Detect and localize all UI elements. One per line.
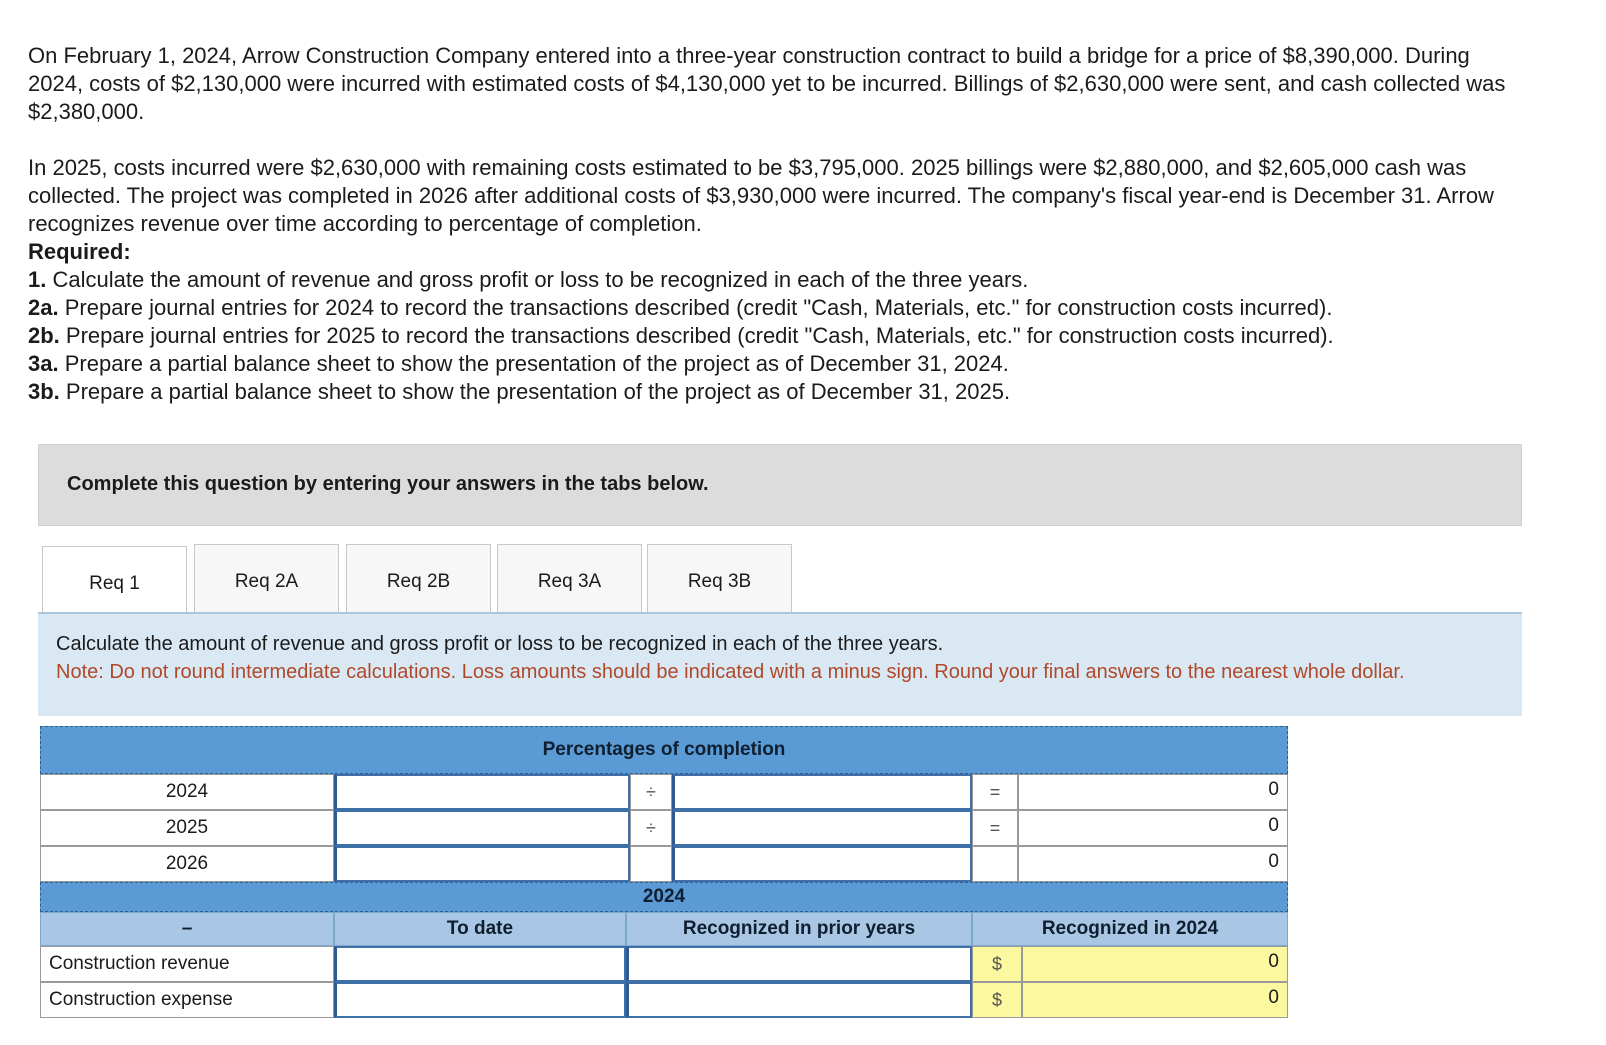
currency-symbol: $ bbox=[972, 982, 1022, 1018]
tab-instruction-panel bbox=[38, 612, 1522, 716]
requirement-2b: 2b. Prepare journal entries for 2025 to record the transactions described (credit "Cash, Materials, etc." for construction costs incurred). bbox=[28, 323, 1334, 348]
problem-paragraph-2-block bbox=[28, 154, 1508, 406]
year-label-2026: 2026 bbox=[40, 846, 334, 882]
banner-text: Complete this question by entering your answers in the tabs below. bbox=[67, 473, 709, 495]
operator-blank bbox=[630, 846, 672, 882]
problem-paragraph-1: On February 1, 2024, Arrow Construction Company entered into a three-year construction contract to build a bridge for a price of $8,390,000. During 2024, costs of $2,130,000 were incurred with estimated costs of $4,130,000 yet to be incurred. Billings of $2,630,000 were sent, and cash collected was $2,380,000. bbox=[28, 43, 1506, 124]
tab-req-2a[interactable]: Req 2A bbox=[194, 544, 339, 618]
revenue-col-to-date: To date bbox=[334, 912, 626, 946]
percent-2024-numerator-input[interactable] bbox=[334, 774, 630, 810]
percent-2025-result: 0 bbox=[1018, 810, 1288, 846]
construction-revenue-label: Construction revenue bbox=[40, 946, 334, 982]
requirement-3b: 3b. Prepare a partial balance sheet to show the presentation of the project as of December 31, 2025. bbox=[28, 379, 1011, 404]
requirement-2a: 2a. Prepare journal entries for 2024 to record the transactions described (credit "Cash, Materials, etc." for construction costs incurred). bbox=[28, 295, 1333, 320]
construction-expense-to-date-input[interactable] bbox=[334, 982, 626, 1018]
percent-2026-denominator-input[interactable] bbox=[672, 846, 972, 882]
construction-expense-prior-input[interactable] bbox=[626, 982, 972, 1018]
revenue-col-dash: – bbox=[40, 912, 334, 946]
construction-revenue-to-date-input[interactable] bbox=[334, 946, 626, 982]
construction-revenue-2024-value: 0 bbox=[1022, 946, 1288, 982]
percent-2025-denominator-input[interactable] bbox=[672, 810, 972, 846]
requirement-3a: 3a. Prepare a partial balance sheet to show the presentation of the project as of December 31, 2024. bbox=[28, 351, 1009, 376]
percent-2024-result: 0 bbox=[1018, 774, 1288, 810]
percent-2026-result: 0 bbox=[1018, 846, 1288, 882]
instruction-banner bbox=[38, 444, 1522, 526]
divide-operator: ÷ bbox=[630, 810, 672, 846]
construction-expense-label: Construction expense bbox=[40, 982, 334, 1018]
required-label: Required: bbox=[28, 239, 131, 264]
tab-req-3a[interactable]: Req 3A bbox=[497, 544, 642, 618]
problem-paragraph-2: In 2025, costs incurred were $2,630,000 with remaining costs estimated to be $3,795,000. 2025 billings were $2,880,000, and $2,605,000 cash was collected. The project was completed in 2026 after additional costs of $3,930,000 were incurred. The company's fiscal year-end is December 31. Arrow recognizes revenue over time according to percentage of completion. bbox=[28, 155, 1494, 236]
instruction-note: Note: Do not round intermediate calculations. Loss amounts should be indicated with a minus sign. Round your final answers to the nearest whole dollar. bbox=[56, 661, 1405, 683]
year-label-2024: 2024 bbox=[40, 774, 334, 810]
tab-req-1[interactable]: Req 1 bbox=[42, 546, 187, 626]
percent-2026-numerator-input[interactable] bbox=[334, 846, 630, 882]
operator-blank bbox=[972, 846, 1018, 882]
year-label-2025: 2025 bbox=[40, 810, 334, 846]
equals-operator: = bbox=[972, 774, 1018, 810]
percent-table-header: Percentages of completion bbox=[40, 726, 1288, 774]
equals-operator: = bbox=[972, 810, 1018, 846]
percent-2025-numerator-input[interactable] bbox=[334, 810, 630, 846]
currency-symbol: $ bbox=[972, 946, 1022, 982]
revenue-year-header: 2024 bbox=[40, 882, 1288, 912]
construction-revenue-prior-input[interactable] bbox=[626, 946, 972, 982]
construction-expense-2024-value: 0 bbox=[1022, 982, 1288, 1018]
divide-operator: ÷ bbox=[630, 774, 672, 810]
requirement-1: 1. Calculate the amount of revenue and gross profit or loss to be recognized in each of the three years. bbox=[28, 267, 1029, 292]
percent-2024-denominator-input[interactable] bbox=[672, 774, 972, 810]
tab-req-2b[interactable]: Req 2B bbox=[346, 544, 491, 618]
tab-req-3b[interactable]: Req 3B bbox=[647, 544, 792, 618]
revenue-col-prior-years: Recognized in prior years bbox=[626, 912, 972, 946]
revenue-col-current-year: Recognized in 2024 bbox=[972, 912, 1288, 946]
instruction-main: Calculate the amount of revenue and gross profit or loss to be recognized in each of the three years. bbox=[56, 633, 944, 655]
